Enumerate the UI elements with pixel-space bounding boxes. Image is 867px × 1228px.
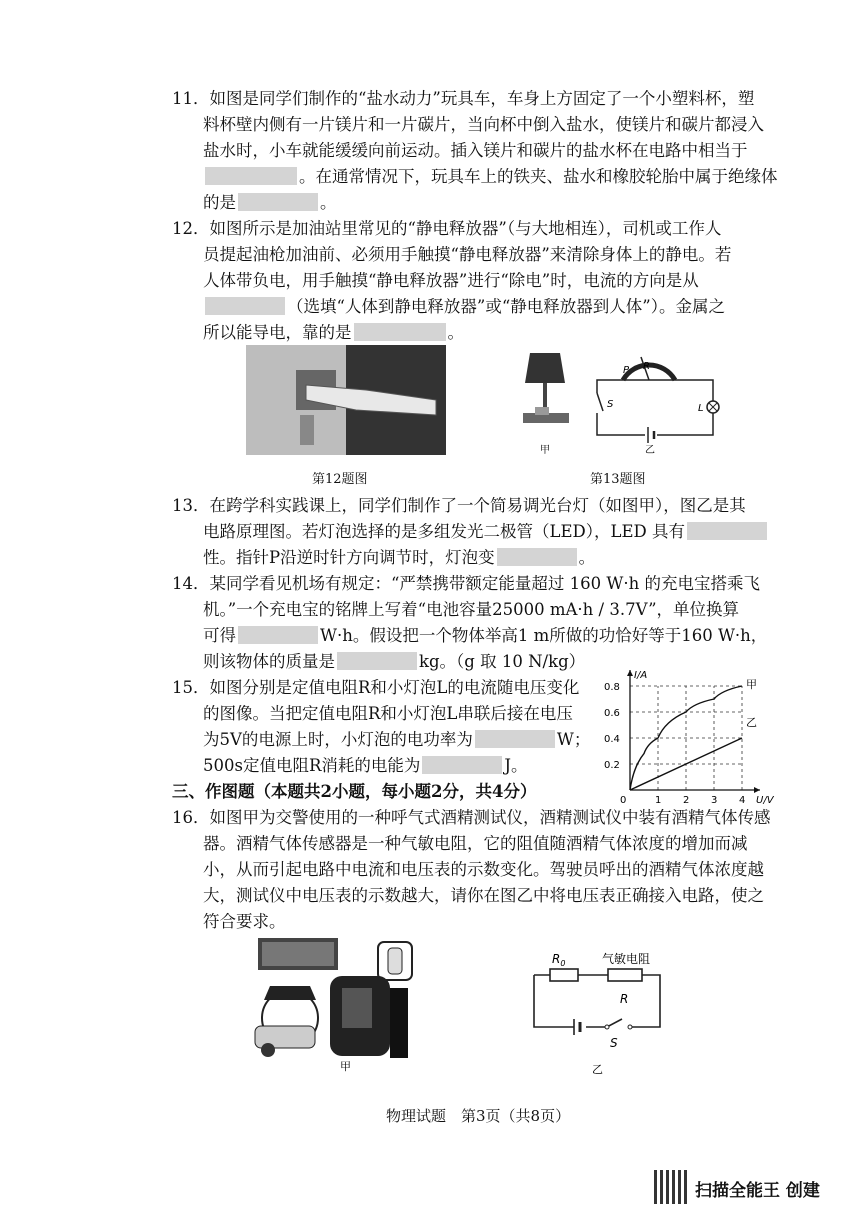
answer-blank[interactable] [687, 522, 767, 540]
q14-line1: 14．某同学看见机场有规定：“严禁携带额定能量超过 160 W·h 的充电宝搭乘飞 [172, 574, 760, 593]
q13-line1: 13．在跨学科实践课上，同学们制作了一个简易调光台灯（如图甲），图乙是其 [172, 496, 746, 515]
y-tick-label: 0.4 [604, 734, 620, 745]
label-S: S [607, 399, 614, 410]
fig13-desk-lamp-and-circuit [515, 345, 725, 455]
label-L: L [698, 403, 704, 414]
q12-line5: 所以能导电，靠的是 。 [203, 323, 464, 342]
q11-line2: 料杯壁内侧有一片镁片和一片碳片，当向杯中倒入盐水，使镁片和碳片都浸入 [203, 115, 764, 134]
q13-line3: 性。指针P沿逆时针方向调节时，灯泡变 。 [203, 548, 596, 567]
x-axis-label: U/V [756, 795, 774, 806]
q12-line1: 12．如图所示是加油站里常见的“静电释放器”（与大地相连），司机或工作人 [172, 219, 722, 238]
x-tick-label: 4 [739, 795, 746, 806]
answer-blank[interactable] [205, 167, 297, 185]
qr-code-icon [654, 1170, 688, 1204]
q16-line3: 小，从而引起电路中电流和电压表的示数变化。驾驶员呼出的酒精气体浓度越 [203, 860, 764, 879]
q16-line2: 器。酒精气体传感器是一种气敏电阻，它的阻值随酒精气体浓度的增加而减 [203, 834, 748, 853]
gas-sensor-resistor-icon [608, 969, 642, 981]
answer-blank[interactable] [238, 193, 318, 211]
q11-line4: 。在通常情况下，玩具车上的铁夹、盐水和橡胶轮胎中属于绝缘体 [203, 164, 778, 190]
x-axis-arrow [754, 787, 760, 793]
q11-line5: 的是 。 [203, 193, 337, 212]
label-R0: R [552, 952, 561, 966]
x-tick-label: 2 [683, 795, 690, 806]
label-P: P [623, 365, 630, 376]
y-axis-label: I/A [634, 670, 648, 681]
fig16-breathalyzer-image [250, 938, 420, 1073]
page-footer: 物理试题 第3页（共8页） [386, 1107, 571, 1125]
label-R: R [643, 361, 650, 372]
q16-line5: 符合要求。 [203, 912, 286, 931]
fig12-caption: 第12题图 [312, 472, 368, 487]
fig13-label-yi: 乙 [645, 445, 655, 456]
q15-line2: 的图像。当把定值电阻R和小灯泡L串联后接在电压 [203, 704, 573, 723]
q14-line2: 机。”一个充电宝的铭牌上写着“电池容量25000 mA·h / 3.7V”，单位换算 [203, 600, 740, 619]
answer-blank[interactable] [238, 626, 318, 644]
svg-text:R0: $R_0$ [552, 952, 566, 968]
static-discharger-hand-image [246, 345, 446, 455]
y-tick-label: 0.2 [604, 760, 620, 771]
iv-chart [602, 662, 772, 804]
y-tick-label: 0.8 [604, 682, 620, 693]
section3-title: 三、作图题（本题共2小题，每小题2分，共4分） [172, 782, 537, 801]
answer-blank[interactable] [497, 548, 577, 566]
q16-line1: 16．如图甲为交警使用的一种呼气式酒精测试仪，酒精测试仪中装有酒精气体传感 [172, 808, 771, 827]
fig13-caption: 第13题图 [590, 472, 646, 487]
q14-line3: 可得 W·h。假设把一个物体举高1 m所做的功恰好等于160 W·h， [203, 626, 768, 645]
x-tick-label: 3 [711, 795, 718, 806]
q15-line3: 为5V的电源上时，小灯泡的电功率为 W； [203, 730, 591, 749]
q12-line2: 员提起油枪加油前、必须用手触摸“静电释放器”来清除身体上的静电。若 [203, 245, 732, 264]
origin-label: 0 [620, 795, 627, 806]
label-R: R [620, 992, 629, 1006]
series-jia-label: 甲 [746, 678, 757, 691]
q11-line3: 盐水时，小车就能缓缓向前运动。插入镁片和碳片的盐水杯在电路中相当于 [203, 141, 748, 160]
q12-line3: 人体带负电，用手触摸“静电释放器”进行“除电”时，电流的方向是从 [203, 271, 699, 290]
fig16-circuit [522, 945, 672, 1076]
fig16-label-yi: 乙 [592, 1063, 603, 1076]
q15-line1: 15．如图分别是定值电阻R和小灯泡L的电流随电压变化 [172, 678, 580, 697]
label-gas-sensor: 气敏电阻 [602, 952, 651, 966]
y-axis-arrow [627, 670, 633, 676]
answer-blank[interactable] [354, 323, 446, 341]
q16-line4: 大，测试仪中电压表的示数越大，请你在图乙中将电压表正确接入电路，使之 [203, 886, 764, 905]
q11-line1: 11．如图是同学们制作的“盐水动力”玩具车，车身上方固定了一个小塑料杯，塑 [172, 89, 755, 108]
q12-line4: （选填“人体到静电释放器”或“静电释放器到人体”）。金属之 [203, 294, 725, 320]
q13-line2: 电路原理图。若灯泡选择的是多组发光二极管（LED），LED 具有 [203, 519, 769, 545]
fig13-label-jia: 甲 [540, 445, 550, 456]
q14-line4: 则该物体的质量是 kg。（g 取 10 N/kg） [203, 652, 586, 671]
resistor-R0-icon [550, 969, 578, 981]
answer-blank[interactable] [422, 756, 502, 774]
answer-blank[interactable] [205, 297, 285, 315]
answer-blank[interactable] [337, 652, 417, 670]
fig16-label-jia: 甲 [340, 1060, 351, 1073]
q15-line4: 500s定值电阻R消耗的电能为 J。 [203, 756, 528, 775]
answer-blank[interactable] [475, 730, 555, 748]
scanner-watermark: 扫描全能王 创建 [695, 1181, 820, 1201]
fig12-photo [246, 345, 446, 455]
lamp-shade-icon [525, 353, 565, 383]
y-tick-label: 0.6 [604, 708, 620, 719]
x-tick-label: 1 [655, 795, 662, 806]
series-yi-label: 乙 [746, 716, 757, 729]
label-S: S [610, 1036, 618, 1050]
